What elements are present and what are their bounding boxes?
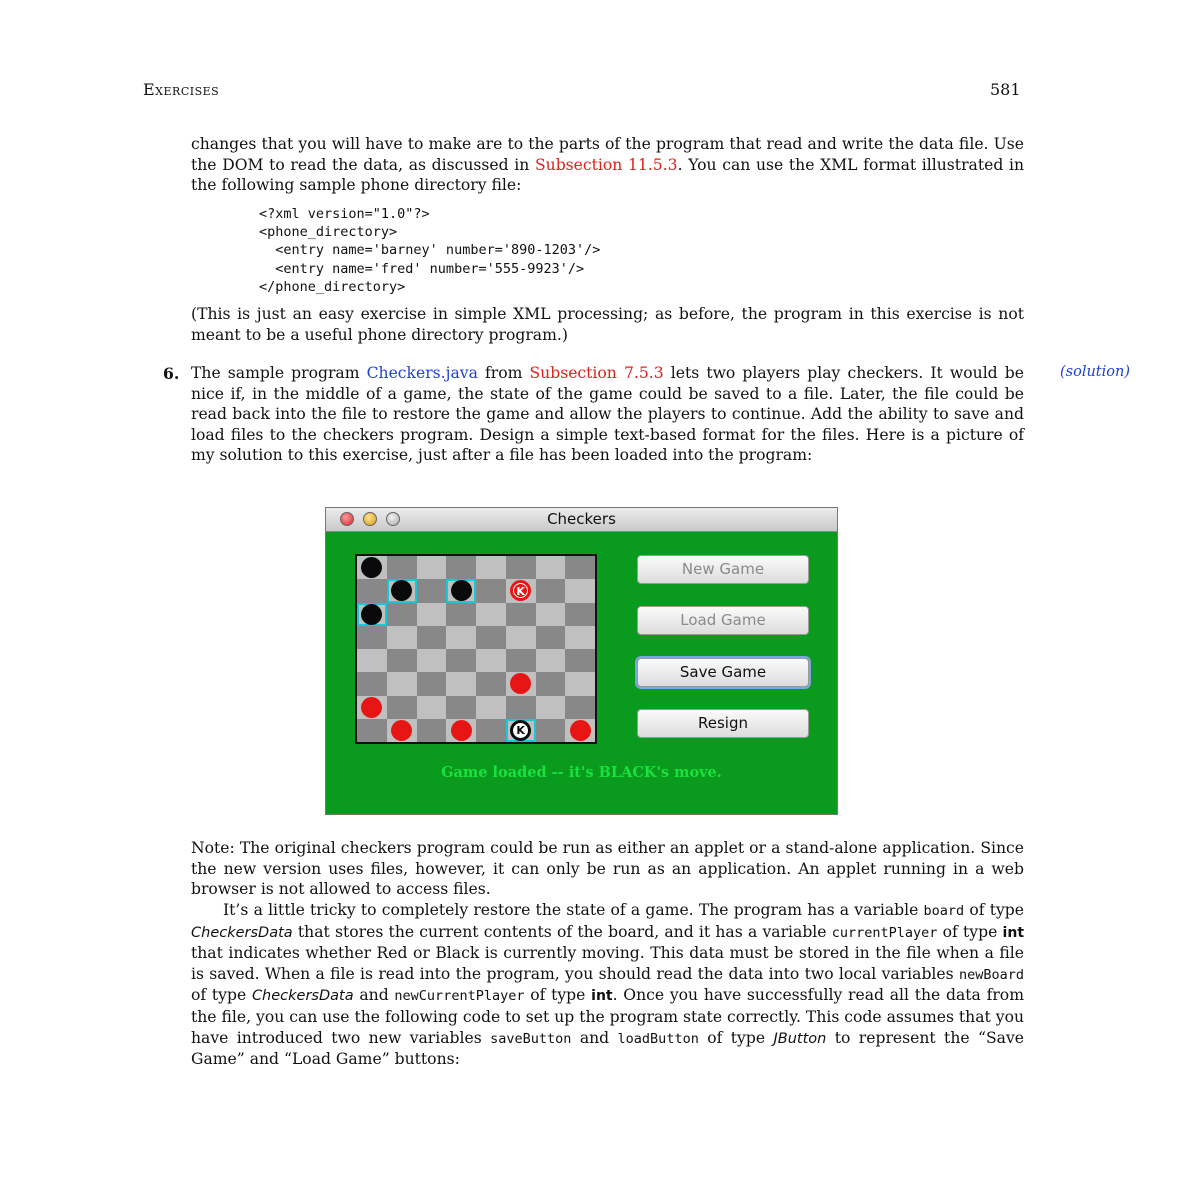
board-square[interactable] (536, 556, 566, 579)
paragraph-note: Note: The original checkers program could be run as either an applet or a stand-alone application. Since the new version uses files, however, it can only be run as an application. An applet running in a web browser is not allowed to access files. (191, 839, 1024, 899)
new-game-button[interactable]: New Game (637, 555, 809, 584)
black-piece[interactable] (451, 580, 472, 601)
board-square[interactable] (417, 556, 447, 579)
red-piece[interactable] (391, 720, 412, 741)
board-square[interactable] (417, 696, 447, 719)
board-square[interactable] (417, 579, 447, 602)
board-square[interactable] (357, 649, 387, 672)
board-square[interactable] (357, 626, 387, 649)
code-currentplayer: currentPlayer (831, 924, 938, 941)
text: . Once you have successfully read all the data from the file, you can use the following code to set up the program state correctly. This code assumes that you have introduced two new variables (191, 986, 1024, 1047)
game-status-message: Game loaded -- it's BLACK's move. (441, 764, 722, 781)
load-game-button[interactable]: Load Game (637, 606, 809, 635)
board-square[interactable] (357, 719, 387, 742)
window-titlebar (326, 508, 837, 532)
paragraph-restore-state (191, 900, 1024, 1070)
board-square[interactable] (387, 696, 417, 719)
text: . You can use the XML format illustrated in the following sample phone directory file: (191, 155, 1024, 195)
save-game-button[interactable]: Save Game (637, 658, 809, 687)
board-square[interactable] (476, 672, 506, 695)
paragraph-intro (191, 134, 1024, 196)
text: from (477, 364, 530, 382)
text: of type (937, 922, 1003, 941)
board-square[interactable] (536, 696, 566, 719)
board-square[interactable] (357, 579, 387, 602)
board-square[interactable] (476, 556, 506, 579)
code-newboard: newBoard (958, 966, 1024, 983)
board-square[interactable] (387, 603, 417, 626)
board-square[interactable] (387, 649, 417, 672)
board-square[interactable] (446, 672, 476, 695)
text: lets two players play checkers. It would be nice if, in the middle of a game, the state of the game could be saved to a file. Later, the file could be read back into the file to restore the game and allow the players to continue. Add the ability to save and load files to the checkers program. Design a simple text-based format for the files. Here is a picture of my solution to this exercise, just after a file has been loaded into the program: (191, 364, 1024, 465)
board-square[interactable] (387, 672, 417, 695)
board-square[interactable] (387, 556, 417, 579)
board-square[interactable] (506, 696, 536, 719)
text: of type (698, 1028, 774, 1047)
type-jbutton: JButton (773, 1030, 827, 1047)
black-piece[interactable] (361, 604, 382, 625)
board-square[interactable] (536, 626, 566, 649)
board-square[interactable] (446, 649, 476, 672)
type-checkersdata: CheckersData (251, 988, 354, 1005)
king-marker: K (513, 583, 528, 598)
page-number: 581 (990, 80, 1021, 99)
board-square[interactable] (476, 626, 506, 649)
board-square[interactable] (565, 556, 595, 579)
board-square[interactable] (565, 603, 595, 626)
board-square[interactable] (506, 556, 536, 579)
type-checkersdata: CheckersData (191, 924, 293, 941)
code-savebutton: saveButton (490, 1030, 572, 1047)
code-line: <?xml version="1.0"?> (259, 206, 430, 222)
solution-link[interactable]: (solution) (1060, 364, 1130, 380)
red-piece[interactable] (361, 697, 382, 718)
text: that indicates whether Red or Black is currently moving. This data must be stored in the file when a file is saved. When a file is read into the program, you should read the data into two local variables (191, 944, 1024, 983)
board-square[interactable] (476, 603, 506, 626)
board-square[interactable] (536, 579, 566, 602)
text: and (571, 1028, 618, 1047)
board-square[interactable] (565, 626, 595, 649)
code-loadbutton: loadButton (617, 1030, 699, 1047)
board-square[interactable] (506, 626, 536, 649)
code-newcurrentplayer: newCurrentPlayer (394, 988, 525, 1005)
board-square[interactable] (506, 603, 536, 626)
paragraph-easy-exercise: (This is just an easy exercise in simple XML processing; as before, the program in this exercise is not meant to be a useful phone directory program.) (191, 305, 1024, 344)
board-square[interactable] (476, 696, 506, 719)
board-square[interactable] (476, 579, 506, 602)
board-square[interactable] (417, 626, 447, 649)
text: to represent the “Save Game” and “Load Game” buttons: (191, 1028, 1024, 1069)
code-line: <entry name='barney' number='890-1203'/> (259, 242, 601, 259)
link-checkers-java[interactable]: Checkers.java (366, 364, 478, 382)
running-header-section: Exercises (143, 80, 220, 99)
board-square[interactable] (446, 626, 476, 649)
window-title: Checkers (547, 510, 616, 528)
resign-button[interactable]: Resign (637, 709, 809, 738)
text: of type (191, 986, 252, 1005)
code-line: </phone_directory> (259, 278, 406, 295)
board-square[interactable] (565, 672, 595, 695)
king-marker: K (513, 723, 528, 738)
board-square[interactable] (565, 579, 595, 602)
code-line: <entry name='fred' number='555-9923'/> (259, 260, 585, 277)
text: of type (964, 901, 1024, 919)
board-square[interactable] (536, 603, 566, 626)
text: that stores the current contents of the board, and it has a variable (292, 922, 832, 941)
text: changes that you will have to make are to the parts of the program that read and write the data file. Use the DOM to read the data, as discussed in (191, 135, 1024, 174)
board-square[interactable] (476, 649, 506, 672)
link-subsection-11-5-3[interactable]: Subsection 11.5.3 (534, 155, 678, 174)
link-subsection-7-5-3[interactable]: Subsection 7.5.3 (529, 364, 664, 382)
red-piece[interactable] (570, 720, 591, 741)
board-square[interactable] (536, 672, 566, 695)
board-square[interactable] (565, 649, 595, 672)
code-board: board (923, 903, 965, 919)
board-square[interactable] (506, 649, 536, 672)
exercise-6-text (191, 363, 1024, 466)
text: It’s a little tricky to completely restore the state of a game. The program has a variable (223, 901, 924, 919)
checkers-window (325, 507, 838, 815)
text: The sample program (191, 364, 367, 382)
xml-code-block (259, 205, 600, 296)
board-square[interactable] (446, 603, 476, 626)
board-square[interactable] (387, 626, 417, 649)
board-square[interactable] (417, 672, 447, 695)
text: and (353, 986, 395, 1005)
board-square[interactable] (446, 556, 476, 579)
exercise-number: 6. (163, 364, 180, 383)
board-square[interactable] (417, 719, 447, 742)
board-square[interactable] (536, 649, 566, 672)
board-square[interactable] (446, 696, 476, 719)
board-square[interactable] (357, 672, 387, 695)
board-square[interactable] (417, 649, 447, 672)
type-int: int (591, 988, 613, 1005)
board-square[interactable] (536, 719, 566, 742)
type-int: int (1002, 924, 1025, 941)
text: of type (524, 986, 592, 1005)
code-line: <phone_directory> (259, 224, 398, 241)
board-square[interactable] (476, 719, 506, 742)
board-square[interactable] (417, 603, 447, 626)
board-square[interactable] (565, 696, 595, 719)
checkers-board[interactable] (355, 554, 597, 744)
red-piece[interactable] (451, 720, 472, 741)
